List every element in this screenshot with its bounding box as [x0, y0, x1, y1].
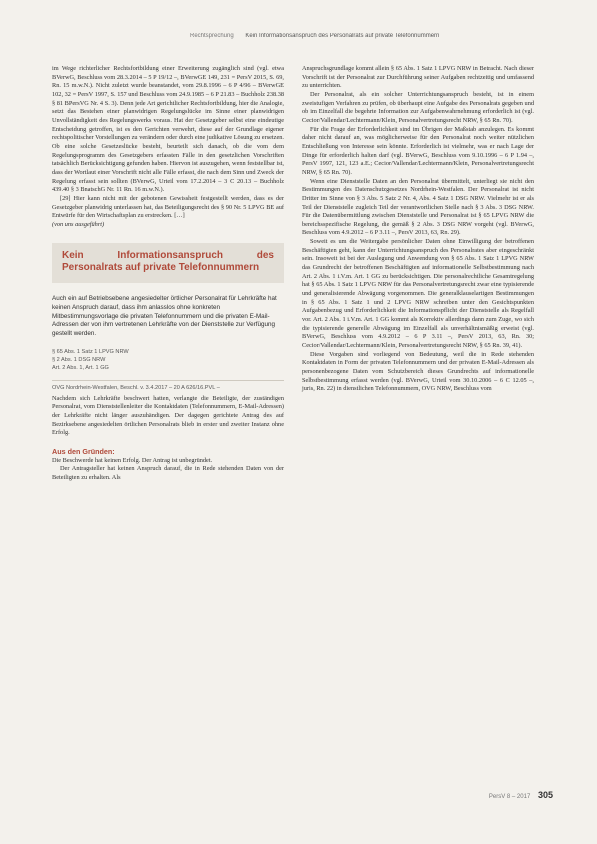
body-paragraph: Soweit es um die Weitergabe persönlicher Daten ohne Einwilligung der betroffenen Beschäftigten geht, kann der Unterrichtungsanspruch des Personalrates aber eingeschränkt sein. Insoweit ist bei der Auslegung und Anwendung von § 65 Abs. 1 Satz 1 LPVG NRW das Grundrecht der betroffenen Beschäftigten auf informationelle Selbstbestimmung nach Art. 2 Abs. 1 i.V.m. Art. 1 GG zu berücksichtigen. Die personalrechtliche Gesamtregelung hat § 65 Abs. 1 Satz 1 LPVG NRW für das Personalvertretungsrecht zwar eine typisierende und generalisierende Abwägung vorgenommen. Die generalklauselartigen Bestimmungen in § 65 Abs. 1 Satz 1 und 2 LPVG NRW schreiben unter den Gesichtspunkten Aufgabenbezug und Erforderlichkeit die Informationspflicht der Dienststelle als Regelfall vor. Art. 2 Abs. 1 i.V.m. Art. 1 GG kommt als Korrektiv allerdings dann zum Zuge, wo sich die typisierende generelle Abwägung im Einzelfall als unverhältnismäßig erweist (vgl. BVerwG, Beschluss vom 4.9.2012 – 6 P 3.11 –, PersV 2013, 63, Rn. 30; Cecior/Vallendar/Lechtermann/Klein, Personalvertretungsrecht NRW, § 65 Rn. 39, 41). [302, 238, 534, 349]
body-paragraph: Der Antragsteller hat keinen Anspruch darauf, die in Rede stehenden Daten von der Beteiligten zu erhalten. Als [52, 465, 284, 481]
running-head-title: Kein Informationsanspruch des Personalrats auf private Telefonnummern [245, 33, 440, 39]
running-head [190, 33, 549, 39]
statute-reference: § 65 Abs. 1 Satz 1 LPVG NRW [52, 348, 129, 355]
body-paragraph: Wenn eine Dienststelle Daten an den Personalrat übermittelt, unterliegt sie nicht den Bestimmungen des Datenschutzgesetzes Nordrhein-Westfalen. Der Personalrat ist nicht Dritter im Sinne von § 3 Abs. 5 Satz 2 Nr. 4, Abs. 4 Satz 1 DSG NRW. Vielmehr ist er als Teil der Dienststelle zugleich Teil der verantwortlichen Stelle nach § 3 Abs. 3 DSG NRW. Für die Datenübermittlung zwischen Dienststelle und Personalrat ist § 65 LPVG NRW die bereichsspezifische Regelung, die gemäß § 2 Abs. 3 DSG NRW vorgeht (vgl. BVerwG, Beschluss vom 4.9.2012 – 6 P 3.11 –, PersV 2013, 63, Rn. 29). [302, 177, 534, 237]
court-citation: OVG Nordrhein-Westfalen, Beschl. v. 3.4.2017 – 20 A 626/16.PVL – [52, 380, 284, 392]
body-paragraph: Die Beschwerde hat keinen Erfolg. Der Antrag ist unbegründet. [52, 456, 213, 464]
article-heading-box [52, 243, 284, 283]
reasons-heading: Aus den Gründen: [52, 447, 115, 457]
article-lead: Auch ein auf Betriebsebene angesiedelter örtlicher Personalrat für Lehrkräfte hat keinen Anspruch darauf, dass ihm anlasslos ohne konkreten Mitbestimmungsvorlage die privaten Telefonnummern und die privaten E-Mail-Adressen der von ihm vertretenen Lehrkräfte von der Dienststelle zur Verfügung gestellt werden. [52, 295, 277, 338]
article-heading: Kein Informationsanspruch des Personalrats auf private Telefonnummern [62, 250, 274, 274]
body-paragraph: Der Personalrat, als ein solcher Unterrichtungsanspruch besteht, ist in einem zweistufigen Verfahren zu prüfen, ob überhaupt eine Aufgabe des Personalrats gegeben und ob im Einzelfall die begehrte Information zur Aufgabenwahrnehmung erforderlich ist (vgl. Cecior/Vallendar/Lechtermann/Klein, Personalvertretungsrecht NRW, § 65 Rn. 70). [302, 90, 534, 124]
body-paragraph: Diese Vorgaben sind vorliegend von Bedeutung, weil die in Rede stehenden Kontaktdaten in Form der privaten Telefonnummern und der privaten E-Mail-Adressen als personenbezogene Daten vom Schutzbereich dieses Grundrechts auf informationelle Selbstbestimmung erfasst werden (vgl. BVerwG, Urteil vom 30.10.2006 – 6 C 12.05 –, juris, Rn. 22) in dienstlichen Telefonnummern, OVG NRW, Beschluss vom [302, 350, 534, 393]
statute-references [52, 348, 284, 372]
right-column [302, 65, 534, 394]
statute-reference: § 2 Abs. 1 DSG NRW [52, 356, 106, 363]
body-paragraph: Anspruchsgrundlage kommt allein § 65 Abs. 1 Satz 1 LPVG NRW in Betracht. Nach dieser Vorschrift ist der Personalrat zur Durchführung seiner Aufgaben rechtzeitig und umfassend zu unterrichten. [302, 65, 534, 90]
journal-issue: PersV 8 – 2017 [488, 794, 531, 800]
statute-reference: Art. 2 Abs. 1, Art. 1 GG [52, 364, 109, 371]
left-column [52, 65, 284, 483]
body-paragraph: Für die Frage der Erforderlichkeit sind im Übrigen der Maßstab anzulegen. Es kommt daher nicht darauf an, was möglicherweise für den Personalrat noch weiter nützlichen Entschließung von Interesse sein könnte. Erforderlich ist vielmehr, was er nach Lage der Dinge für erforderlich halten darf (vgl. BVerwG, Beschluss vom 9.10.1996 – 6 P 1.94 –, PersV 1997, 121, 123 a.E.; Cecior/Vallendar/Lechtermann/Klein, Personalvertretungsrecht NRW, § 65 Rn. 70). [302, 125, 534, 176]
source-note: (von uns ausgeführt) [52, 220, 105, 228]
page-footer [420, 790, 553, 800]
page-number: 305 [537, 790, 553, 800]
body-paragraph: im Wege richterlicher Rechtsfortbildung einer Erweiterung zugänglich sind (vgl. etwa BVerwG, Beschluss vom 28.3.2014 – 5 P 19/12 –, BVerwGE 149, 231 = PersV 2015, S. 69, Rn. 15 m.w.N.). Nicht zuletzt wurde beanstandet, vom 29.8.1996 – 6 P 4/96 – BVerwGE 102, 32 = PersV 1997, S. 157 und Beschluss vom 24.9.1985 – 6 P 21.83 – Buchholz 238.38 § 81 BPersVG Nr. 4 S. 3). Denn jede Art gerichtlicher Rechtsfortbildung, hier die Analogie, setzt das Bestehen einer planwidrigen Regelungslücke im Sinne einer planwidrigen Unvollständigkeit des Regelungswerks voraus. Hat der Gesetzgeber selbst eine eindeutige Entscheidung getroffen, ist es den Gerichten verwehrt, diese auf der Grundlage eigener rechtspolitischer Vorstellungen zu verändern oder durch eine judikative Lösung zu ersetzen. Ob eine solche Gesetzeslücke besteht, beurteilt sich danach, ob die vom dem Regelungsprogramm des Gesetzgebers erfassten Fälle in den gesetzlichen Vorschriften tatsächlich Berücksichtigung gefunden haben. Hiervon ist auszugehen, wenn feststellbar ist, dass der Wortlaut einer Vorschrift nicht alle Fälle erfasst, die nach dem Sinn und Zweck der Regelung erfasst sein sollten (BVerwG, Urteil vom 17.2.2014 – 3 C 20.13 – Buchholz 439.40 § 3 BnatschG Nr. 11 Rn. 16 m.w.N.). [52, 65, 284, 194]
running-head-section: Rechtsprechung [190, 33, 234, 39]
body-paragraph: [29] Hier kann nicht mit der gebotenen Gewissheit festgestellt werden, dass es der Gesetzgeber planwidrig unterlassen hat, das Beteiligungsrecht des § 90 Nr. 5 LPVG BE auf Entwürfe für den Wirtschaftsplan zu erstrecken. […] [52, 194, 284, 220]
case-intro: Nachdem sich Lehrkräfte beschwert hatten, verlangte die Beteiligte, der zuständigen Personalrat, vom Dienststellenleiter die Kontaktdaten (Telefonnummern, E-Mail-Adressen) der Lehrkräfte nicht länger auszuhändigen. Der dagegen gerichtete Antrag des auf Bezirksebene angesiedelten örtlichen Personalrats blieb in erster und zweiter Instanz ohne Erfolg. [52, 394, 284, 437]
